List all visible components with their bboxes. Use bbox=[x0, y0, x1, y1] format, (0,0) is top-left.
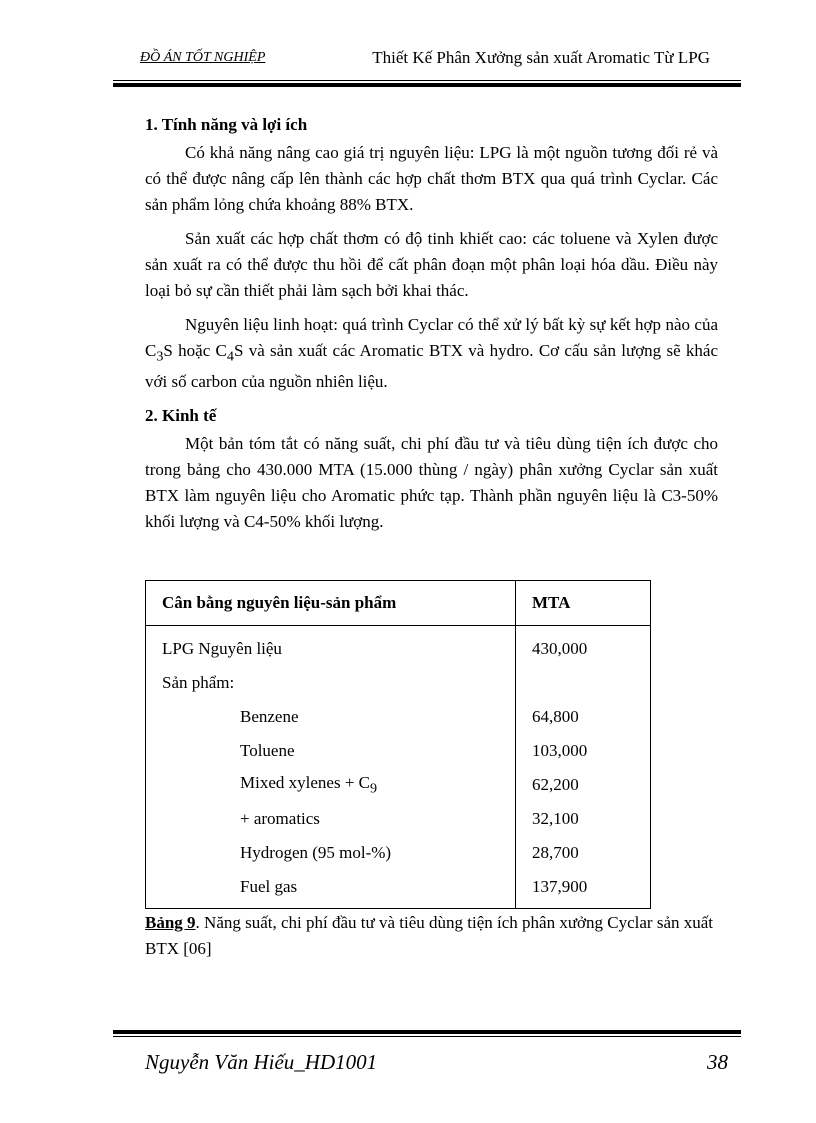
header-title: Thiết Kế Phân Xưởng sản xuất Aromatic Từ LPG bbox=[372, 48, 710, 67]
table-row bbox=[146, 626, 651, 667]
footer-author: Nguyễn Văn Hiếu_HD1001 bbox=[145, 1050, 378, 1074]
page-header bbox=[140, 48, 710, 72]
row-label: Hydrogen (95 mol-%) bbox=[146, 836, 516, 870]
row-value: 64,800 bbox=[516, 700, 651, 734]
section-1-paragraph-3 bbox=[145, 312, 718, 395]
row-value: 103,000 bbox=[516, 734, 651, 768]
section-2-heading: 2. Kinh tế bbox=[145, 406, 217, 426]
row-value: 137,900 bbox=[516, 870, 651, 909]
footer-rule-thick bbox=[113, 1030, 741, 1034]
material-balance-table bbox=[145, 580, 651, 909]
page-number: 38 bbox=[707, 1050, 728, 1074]
header-thesis-label: ĐỒ ÁN TỐT NGHIỆP bbox=[140, 50, 266, 65]
row-label: Fuel gas bbox=[146, 870, 516, 909]
table-header-row bbox=[146, 581, 651, 626]
section-1-paragraph-2: Sản xuất các hợp chất thơm có độ tinh khiết cao: các toluene và Xylen được sản xuất ra có thể được thu hồi để cất phân đoạn một phân loại hóa dầu. Điều này loại bỏ sự cần thiết phải làm sạch bởi khai thác. bbox=[145, 229, 718, 300]
row-value: 430,000 bbox=[516, 626, 651, 667]
table-row bbox=[146, 734, 651, 768]
section-1-heading: 1. Tính năng và lợi ích bbox=[145, 115, 308, 134]
row-value: 32,100 bbox=[516, 802, 651, 836]
row-label bbox=[146, 768, 516, 802]
section-2-paragraph-1: Một bản tóm tắt có năng suất, chi phí đầu tư và tiêu dùng tiện ích được cho trong bảng cho 430.000 MTA (15.000 thùng / ngày) phân xưởng Cyclar sản xuất BTX làm nguyên liệu cho Aromatic phức tạp. Thành phần nguyên liệu là C3-50% khối lượng và C4-50% khối lượng. bbox=[145, 434, 718, 532]
row-label: Sản phẩm: bbox=[146, 666, 516, 700]
table-row bbox=[146, 768, 651, 802]
row-label: Benzene bbox=[146, 700, 516, 734]
table-header-mta: MTA bbox=[516, 581, 651, 626]
table-row bbox=[146, 802, 651, 836]
table-row bbox=[146, 700, 651, 734]
caption-text: . Năng suất, chi phí đầu tư và tiêu dùng tiện ích phân xưởng Cyclar sản xuất BTX [06] bbox=[145, 913, 714, 958]
row-label: + aromatics bbox=[146, 802, 516, 836]
table-row bbox=[146, 870, 651, 909]
p3-text-a: Nguyên liệu linh hoạt: quá trình Cyclar có thể xử lý bất kỳ sự kết hợp nào của C bbox=[145, 315, 718, 360]
row-value: 28,700 bbox=[516, 836, 651, 870]
row-value: 62,200 bbox=[516, 768, 651, 802]
section-1-paragraph-1: Có khả năng nâng cao giá trị nguyên liệu: LPG là một nguồn tương đối rẻ và có thể được nâng cấp lên thành các hợp chất thơm BTX qua quá trình Cyclar. Các sản phẩm lỏng chứa khoảng 88% BTX. bbox=[145, 143, 718, 214]
table-row bbox=[146, 836, 651, 870]
row-label-sub: 9 bbox=[370, 780, 378, 797]
row-value bbox=[516, 666, 651, 700]
p3-sub-4: 4 bbox=[226, 348, 234, 365]
p3-text-c: S và sản xuất các Aromatic BTX và hydro. Cơ cấu sản lượng sẽ khác với số carbon của nguồn nhiên liệu. bbox=[145, 341, 719, 392]
table-row bbox=[146, 666, 651, 700]
footer-rule-thin bbox=[113, 1036, 741, 1037]
p3-sub-3: 3 bbox=[156, 348, 164, 365]
header-rule-thick bbox=[113, 83, 741, 87]
caption-tag: Bảng 9 bbox=[145, 913, 196, 932]
row-label: LPG Nguyên liệu bbox=[146, 626, 516, 667]
table-caption bbox=[145, 910, 720, 962]
row-label: Toluene bbox=[146, 734, 516, 768]
p3-text-b: S hoặc C bbox=[163, 341, 227, 360]
row-label-text: Mixed xylenes + C bbox=[240, 772, 370, 792]
main-content bbox=[145, 112, 718, 535]
header-rule-thin bbox=[113, 80, 741, 81]
table-header-balance: Cân bằng nguyên liệu-sản phẩm bbox=[146, 581, 516, 626]
